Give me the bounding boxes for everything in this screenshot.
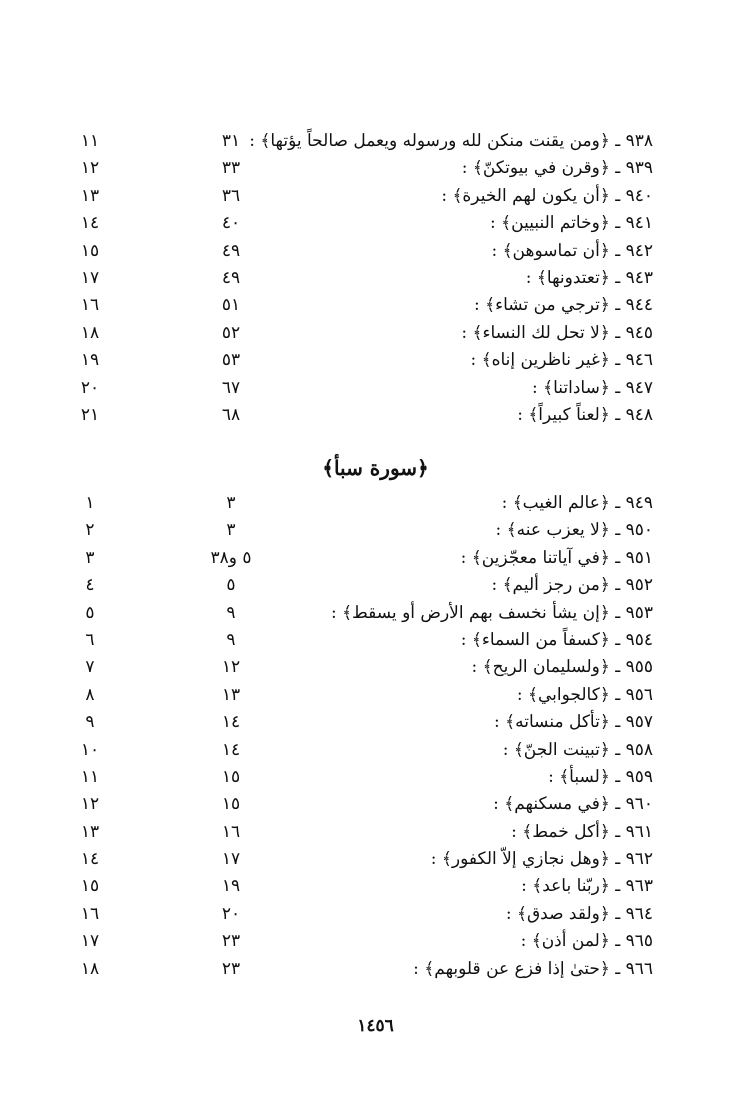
index-row xyxy=(0,709,751,736)
index-row xyxy=(0,517,751,544)
order-number: ١٢ xyxy=(80,794,100,815)
order-number: ٤ xyxy=(85,575,95,596)
verse-number: ١٤ xyxy=(221,712,241,733)
order-number: ٨ xyxy=(85,684,95,705)
index-row xyxy=(0,155,751,182)
entry-text: ٩٤١ ـ ﴿وخاتم النبيين﴾ : xyxy=(490,213,653,234)
verse-number: ٥٢ xyxy=(221,322,241,343)
verse-number: ١٤ xyxy=(221,739,241,760)
order-number: ١٣ xyxy=(80,185,100,206)
entry-text: ٩٥٦ ـ ﴿كالجوابي﴾ : xyxy=(516,684,653,705)
verse-number: ٥ xyxy=(226,575,236,596)
verse-number: ٦٨ xyxy=(221,404,241,425)
index-row xyxy=(0,819,751,846)
verse-number: ١٦ xyxy=(221,821,241,842)
order-number: ٢١ xyxy=(80,404,100,425)
entry-text: ٩٥٣ ـ ﴿إن يشأ نخسف بهم الأرض أو يسقط﴾ : xyxy=(330,602,653,623)
page-number: ١٤٥٦ xyxy=(357,1016,394,1036)
verse-number: ٥ و٣٨ xyxy=(210,547,252,568)
index-row xyxy=(0,846,751,873)
order-number: ٢٠ xyxy=(80,377,100,398)
verse-number: ٣ xyxy=(226,493,236,513)
order-number: ١١ xyxy=(80,766,100,787)
entry-text: ٩٥٩ ـ ﴿لسبأ﴾ : xyxy=(548,766,653,787)
index-row xyxy=(0,347,751,374)
verse-number: ٤٩ xyxy=(221,267,241,288)
verse-number: ٥١ xyxy=(221,295,241,316)
entry-text: ٩٤٢ ـ ﴿أن تماسوهن﴾ : xyxy=(491,240,653,261)
entry-text: ٩٦١ ـ ﴿أكل خمط﴾ : xyxy=(511,821,653,842)
order-number: ١٦ xyxy=(80,903,100,924)
index-row xyxy=(0,238,751,265)
entry-text: ٩٣٨ ـ ﴿ومن يقنت منكن لله ورسوله ويعمل صالحاً يؤتها﴾ : xyxy=(249,131,653,151)
index-row xyxy=(0,682,751,709)
verse-number: ٩ xyxy=(226,602,236,623)
surah-heading: ﴿سورة سبأ﴾ xyxy=(322,456,429,480)
verse-number: ١٥ xyxy=(221,794,241,815)
entry-text: ٩٥٤ ـ ﴿كسفاً من السماء﴾ : xyxy=(460,629,653,650)
index-row xyxy=(0,901,751,928)
order-number: ١٧ xyxy=(80,931,100,952)
verse-number: ٦٧ xyxy=(221,377,241,398)
entry-text: ٩٤٦ ـ ﴿غير ناظرين إناه﴾ : xyxy=(470,350,653,371)
index-row xyxy=(0,292,751,319)
entry-text: ٩٥٧ ـ ﴿تأكل منساته﴾ : xyxy=(494,712,653,733)
order-number: ١٥ xyxy=(80,876,100,897)
verse-number: ٤٠ xyxy=(221,213,241,234)
entry-text: ٩٥٠ ـ ﴿لا يعزب عنه﴾ : xyxy=(495,520,653,541)
index-row xyxy=(0,572,751,599)
entry-text: ٩٥٢ ـ ﴿من رجز أليم﴾ : xyxy=(491,575,653,596)
verse-number: ٢٣ xyxy=(221,958,241,979)
verse-number: ٩ xyxy=(226,629,236,650)
order-number: ١٢ xyxy=(80,158,100,179)
index-section-saba xyxy=(0,490,751,983)
order-number: ١٩ xyxy=(80,350,100,371)
order-number: ٥ xyxy=(85,602,95,623)
order-number: ٢ xyxy=(85,520,95,541)
index-row xyxy=(0,183,751,210)
entry-text: ٩٦٥ ـ ﴿لمن أذن﴾ : xyxy=(520,931,653,952)
order-number: ١٣ xyxy=(80,821,100,842)
index-row xyxy=(0,210,751,237)
order-number: ١٦ xyxy=(80,295,100,316)
order-number: ١٤ xyxy=(80,213,100,234)
order-number: ١٤ xyxy=(80,849,100,870)
entry-text: ٩٤٣ ـ ﴿تعتدونها﴾ : xyxy=(525,267,653,288)
order-number: ١٥ xyxy=(80,240,100,261)
index-row xyxy=(0,791,751,818)
entry-text: ٩٤٧ ـ ﴿ساداتنا﴾ : xyxy=(531,377,653,398)
entry-text: ٩٤٨ ـ ﴿لعناً كبيراً﴾ : xyxy=(517,404,653,425)
entry-text: ٩٥١ ـ ﴿في آياتنا معجّزين﴾ : xyxy=(460,547,653,568)
order-number: ١٧ xyxy=(80,267,100,288)
verse-number: ١٥ xyxy=(221,766,241,787)
order-number: ١٠ xyxy=(80,739,100,760)
entry-text: ٩٥٥ ـ ﴿ولسليمان الريح﴾ : xyxy=(471,657,653,678)
order-number: ٧ xyxy=(85,657,95,678)
index-row xyxy=(0,600,751,627)
index-row xyxy=(0,737,751,764)
index-section-al-ahzab xyxy=(0,128,751,429)
verse-number: ٤٩ xyxy=(221,240,241,261)
verse-number: ٥٣ xyxy=(221,350,241,371)
index-row xyxy=(0,956,751,983)
index-row xyxy=(0,764,751,791)
verse-number: ١٧ xyxy=(221,849,241,870)
index-row xyxy=(0,320,751,347)
index-row xyxy=(0,402,751,429)
index-row xyxy=(0,654,751,681)
verse-number: ١٣ xyxy=(221,684,241,705)
order-number: ٩ xyxy=(85,712,95,733)
entry-text: ٩٣٩ ـ ﴿وقرن في بيوتكنّ﴾ : xyxy=(461,158,653,179)
entry-text: ٩٦٤ ـ ﴿ولقد صدق﴾ : xyxy=(505,903,653,924)
index-row xyxy=(0,627,751,654)
order-number: ١٨ xyxy=(80,322,100,343)
entry-text: ٩٤٤ ـ ﴿ترجي من تشاء﴾ : xyxy=(474,295,653,316)
entry-text: ٩٥٨ ـ ﴿تبينت الجنّ﴾ : xyxy=(502,739,653,760)
order-number: ٣ xyxy=(85,547,95,568)
index-row xyxy=(0,928,751,955)
verse-number: ٣٣ xyxy=(221,158,241,179)
entry-text: ٩٦٦ ـ ﴿حتىٰ إذا فزع عن قلوبهم﴾ : xyxy=(413,958,653,979)
order-number: ١٨ xyxy=(80,958,100,979)
order-number: ١١ xyxy=(80,131,100,151)
index-row xyxy=(0,490,751,517)
verse-number: ٣١ xyxy=(221,131,241,151)
entry-text: ٩٦٣ ـ ﴿ربّنا باعد﴾ : xyxy=(521,876,653,897)
index-row xyxy=(0,873,751,900)
entry-text: ٩٦٠ ـ ﴿في مسكنهم﴾ : xyxy=(493,794,653,815)
verse-number: ٣ xyxy=(226,520,236,541)
index-row xyxy=(0,375,751,402)
index-row xyxy=(0,265,751,292)
entry-text: ٩٤٥ ـ ﴿لا تحل لك النساء﴾ : xyxy=(461,322,653,343)
order-number: ١ xyxy=(85,493,95,513)
verse-number: ٣٦ xyxy=(221,185,241,206)
index-row xyxy=(0,128,751,155)
entry-text: ٩٤٩ ـ ﴿عالم الغيب﴾ : xyxy=(501,493,653,513)
verse-number: ٢٠ xyxy=(221,903,241,924)
entry-text: ٩٦٢ ـ ﴿وهل نجازي إلاّ الكفور﴾ : xyxy=(430,849,653,870)
entry-text: ٩٤٠ ـ ﴿أن يكون لهم الخيرة﴾ : xyxy=(441,185,653,206)
verse-number: ١٢ xyxy=(221,657,241,678)
index-row xyxy=(0,545,751,572)
verse-number: ١٩ xyxy=(221,876,241,897)
verse-number: ٢٣ xyxy=(221,931,241,952)
order-number: ٦ xyxy=(85,629,95,650)
